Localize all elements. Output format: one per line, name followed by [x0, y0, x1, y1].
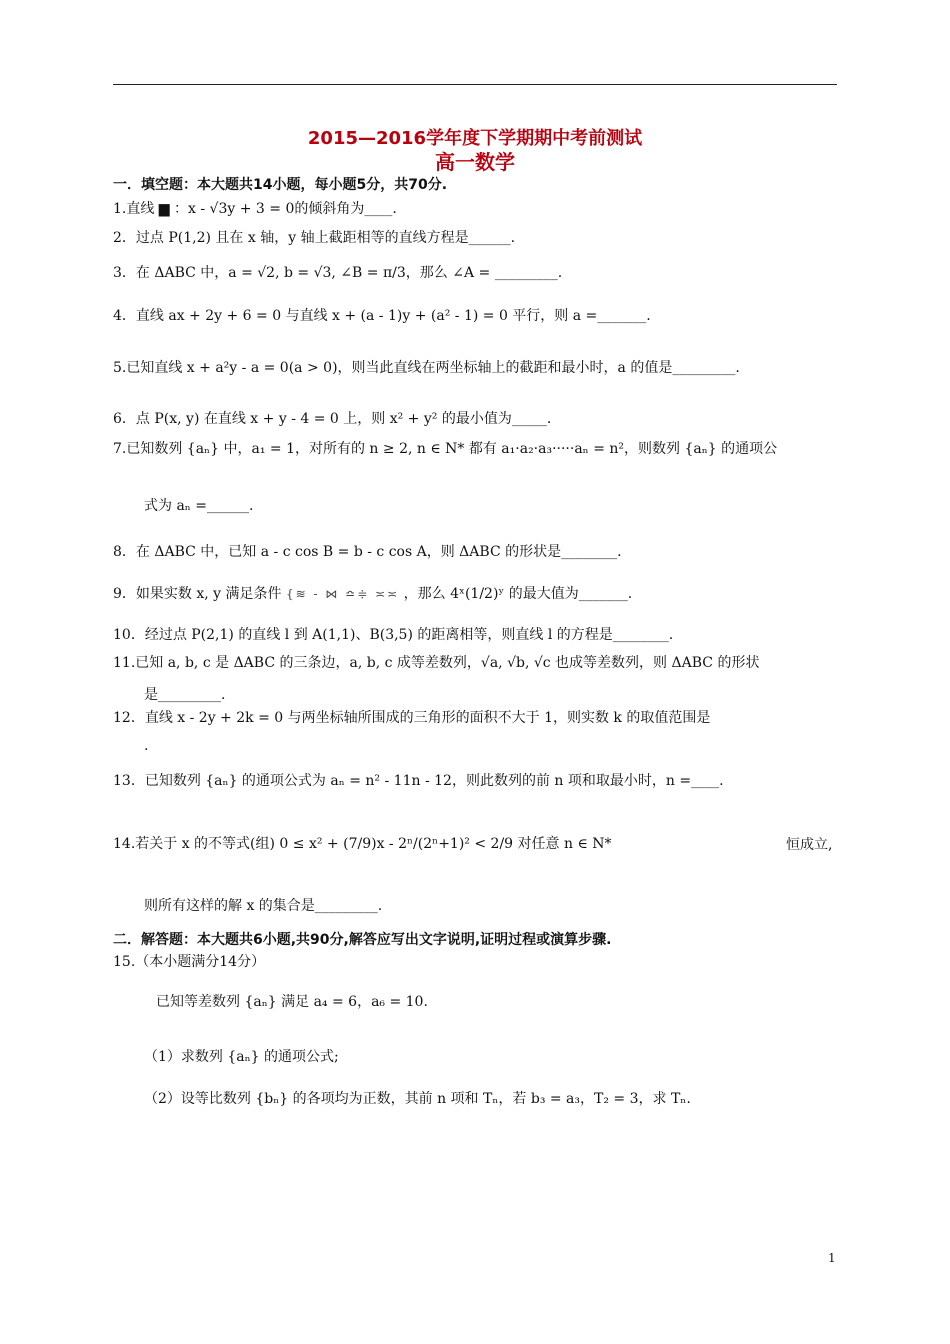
section-1-heading: 一．填空题：本大题共14小题，每小题5分，共70分.	[113, 177, 448, 193]
question-8: 8．在 ΔABC 中，已知 a - c cos B = b - c cos A，则 ΔABC 的形状是________.	[113, 544, 622, 560]
question-3: 3．在 ΔABC 中，a = √2, b = √3, ∠B = π/3，那么 ∠A = _________.	[113, 265, 563, 281]
page-number: 1	[828, 1251, 836, 1265]
question-1: 1.直线 ▆ ：x - √3y + 3 = 0的倾斜角为____.	[113, 201, 397, 217]
question-15-part-2: （2）设等比数列 {bₙ} 的各项均为正数，其前 n 项和 Tₙ，若 b₃ = a₃，T₂ = 3，求 Tₙ.	[144, 1091, 691, 1107]
question-9-text: 9．如果实数 x, y 满足条件	[113, 586, 282, 602]
question-10: 10．经过点 P(2,1) 的直线 l 到 A(1,1)、B(3,5) 的距离相等，则直线 l 的方程是________.	[113, 627, 674, 643]
question-4: 4．直线 ax + 2y + 6 = 0 与直线 x + (a - 1)y + (a² - 1) = 0 平行，则 a =_______.	[113, 308, 651, 324]
page-subtitle: 高一数学	[435, 150, 515, 174]
question-7: 7.已知数列 {aₙ} 中，a₁ = 1，对所有的 n ≥ 2, n ∈ N* 都有 a₁·a₂·a₃·····aₙ = n²，则数列 {aₙ} 的通项公	[113, 441, 778, 457]
question-15-premise: 已知等差数列 {aₙ} 满足 a₄ = 6，a₆ = 10.	[156, 994, 428, 1010]
question-7-continuation: 式为 aₙ =______.	[144, 498, 254, 514]
question-11-continuation: 是_________.	[144, 687, 226, 703]
question-9	[113, 584, 843, 604]
question-2: 2．过点 P(1,2) 且在 x 轴，y 轴上截距相等的直线方程是______.	[113, 230, 516, 246]
question-5: 5.已知直线 x + a²y - a = 0(a > 0)，则当此直线在两坐标轴上的截距和最小时，a 的值是_________.	[113, 360, 740, 376]
question-6: 6．点 P(x, y) 在直线 x + y - 4 = 0 上，则 x² + y² 的最小值为_____.	[113, 411, 552, 427]
question-14-right: 恒成立,	[786, 837, 833, 853]
question-9-text-end: ，那么 4ˣ(1/2)ʸ 的最大值为_______.	[403, 586, 633, 602]
question-14-continuation: 则所有这样的解 x 的集合是_________.	[144, 898, 383, 914]
question-12-continuation: .	[144, 738, 149, 754]
question-15: 15.（本小题满分14分）	[113, 954, 266, 970]
garbled-constraint-image: {≋ - ⋈ ≏≑ ≍≍	[285, 587, 400, 601]
question-11: 11.已知 a, b, c 是 ΔABC 的三条边，a, b, c 成等差数列，√a, √b, √c 也成等差数列，则 ΔABC 的形状	[113, 655, 760, 671]
question-15-part-1: （1）求数列 {aₙ} 的通项公式;	[144, 1049, 339, 1065]
header-rule	[113, 84, 837, 85]
question-13: 13．已知数列 {aₙ} 的通项公式为 aₙ = n² - 11n - 12，则此数列的前 n 项和取最小时，n =____.	[113, 773, 724, 789]
page-title: 2015—2016学年度下学期期中考前测试	[307, 128, 643, 149]
section-2-heading: 二．解答题：本大题共6小题,共90分,解答应写出文字说明,证明过程或演算步骤.	[113, 932, 612, 948]
question-12: 12．直线 x - 2y + 2k = 0 与两坐标轴所围成的三角形的面积不大于 1，则实数 k 的取值范围是	[113, 710, 711, 726]
question-14: 14.若关于 x 的不等式(组) 0 ≤ x² + (7/9)x - 2ⁿ/(2ⁿ+1)² < 2/9 对任意 n ∈ N*	[113, 836, 612, 852]
